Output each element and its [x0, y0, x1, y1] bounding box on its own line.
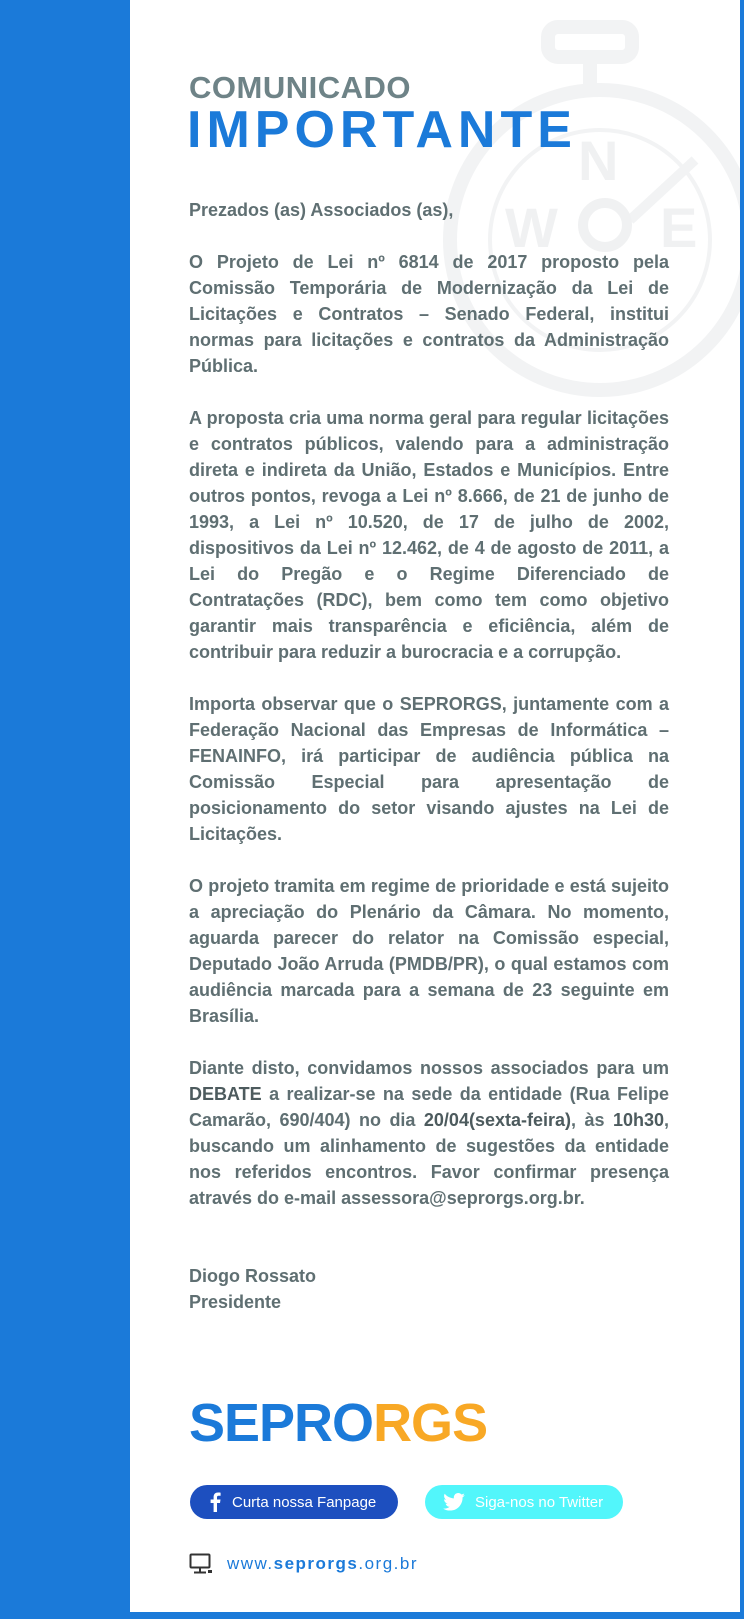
left-blue-band	[0, 0, 130, 1619]
facebook-fanpage-button[interactable]	[190, 1485, 398, 1519]
newsletter-card	[130, 0, 740, 1612]
paragraph-2: A proposta cria uma norma geral para regular licitações e contratos públicos, valendo para a administração direta e indireta da União, Estados e Municípios. Entre outros pontos, revoga a Lei nº 8.666, de 21 de junho de 1993, a Lei nº 10.520, de 17 de julho de 2002, dispositivos da Lei nº 12.462, de 4 de agosto de 2011, a Lei do Pregão e o Regime Diferenciado de Contratações (RDC), bem como tem como objetivo garantir mais transparência e eficiência, além de contribuir para reduzir a burocracia e a corrupção.	[189, 408, 669, 662]
facebook-icon	[208, 1492, 222, 1512]
twitter-button-label: Siga-nos no Twitter	[475, 1493, 604, 1511]
paragraph-4: O projeto tramita em regime de prioridade e está sujeito a apreciação do Plenário da Câmara. No momento, aguarda parecer do relator na Comissão especial, Deputado João Arruda (PMDB/PR), o qual estamos com audiência marcada para a semana de 23 seguinte em Brasília.	[189, 876, 669, 1026]
twitter-button[interactable]	[425, 1485, 623, 1519]
compass-letter-n: N	[578, 129, 619, 192]
computer-icon	[189, 1553, 213, 1575]
signature-role: Presidente	[189, 1292, 282, 1312]
compass-letter-w: W	[505, 196, 558, 259]
signature-name: Diogo Rossato	[189, 1266, 317, 1286]
paragraph-3: Importa observar que o SEPRORGS, juntamente com a Federação Nacional das Empresas de Informática – FENAINFO, irá participar de audiência pública na Comissão Especial para apresentação de posicionamento do setor visando ajustes na Lei de Licitações.	[189, 694, 669, 844]
website-row[interactable]	[189, 1553, 418, 1575]
greeting: Prezados (as) Associados (as),	[189, 200, 454, 220]
title-importante: IMPORTANTE	[187, 101, 577, 159]
facebook-button-label: Curta nossa Fanpage	[232, 1493, 377, 1511]
paragraph-5: Diante disto, convidamos nossos associados para um DEBATE a realizar-se na sede da entidade (Rua Felipe Camarão, 690/404) no dia 20/04(sexta-feira), às 10h30, buscando um alinhamento de sugestões da entidade nos referidos encontros. Favor confirmar presença através do e-mail assessora@seprorgs.org.br.	[189, 1058, 669, 1208]
title-comunicado: COMUNICADO	[189, 70, 411, 105]
date-emphasis: 20/04(sexta-feira)	[423, 1110, 571, 1130]
twitter-icon	[443, 1493, 465, 1511]
compass-letter-e: E	[660, 196, 698, 259]
paragraph-1: O Projeto de Lei nº 6814 de 2017 proposto pela Comissão Temporária de Modernização da Lei de Licitações e Contratos – Senado Federal, institui normas para licitações e contratos da Administração Pública.	[189, 252, 669, 376]
seprorgs-logo: SEPRORGS	[189, 1393, 488, 1453]
debate-emphasis: DEBATE	[189, 1084, 262, 1104]
signature-block	[189, 1263, 669, 1315]
website-link[interactable]: www.seprorgs.org.br	[227, 1554, 419, 1573]
time-emphasis: 10h30	[612, 1110, 664, 1130]
